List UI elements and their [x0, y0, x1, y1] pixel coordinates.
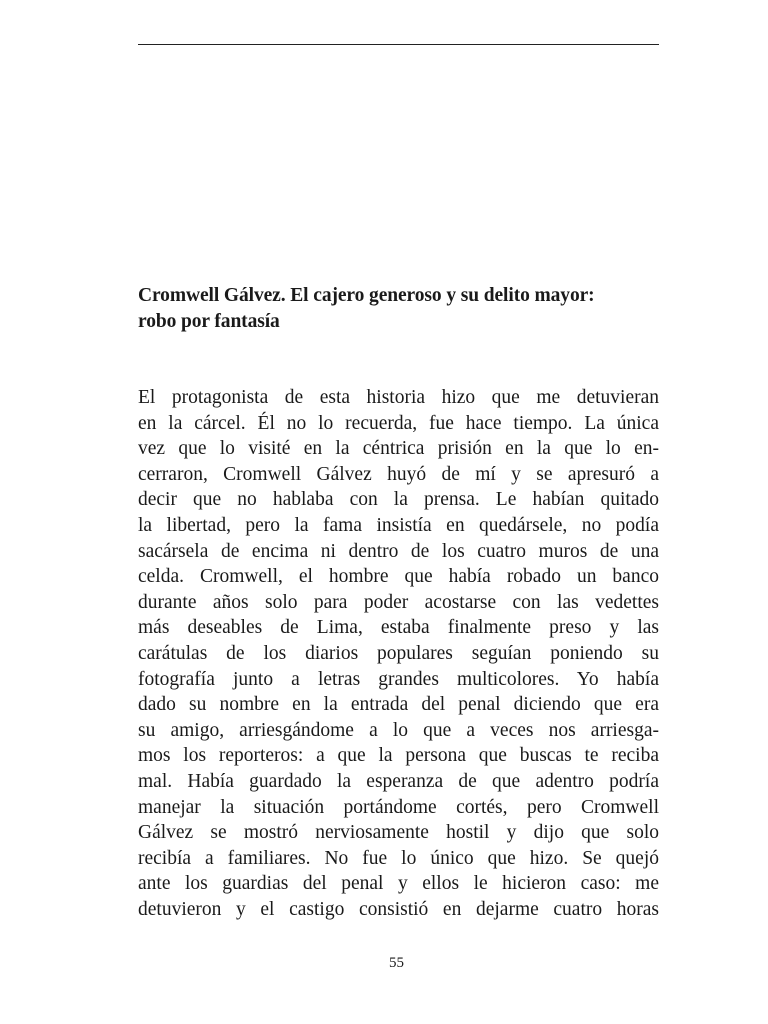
body-line: recibía a familiares. No fue lo único que hizo. Se quejó [138, 847, 659, 869]
body-line: mal. Había guardado la esperanza de que adentro podría [138, 770, 659, 792]
body-line: sacársela de encima ni dentro de los cuatro muros de una [138, 540, 659, 562]
body-line: manejar la situación portándome cortés, pero Cromwell [138, 796, 659, 818]
body-line: ante los guardias del penal y ellos le hicieron caso: me [138, 873, 659, 895]
body-line: la libertad, pero la fama insistía en quedársele, no podía [138, 514, 659, 536]
body-line: vez que lo visité en la céntrica prisión en la que lo en- [138, 438, 659, 460]
chapter-title-line: robo por fantasía [138, 311, 280, 332]
body-line: mos los reporteros: a que la persona que buscas te reciba [138, 745, 659, 767]
body-line: en la cárcel. Él no lo recuerda, fue hace tiempo. La única [138, 412, 659, 434]
body-line: dado su nombre en la entrada del penal diciendo que era [138, 694, 659, 716]
body-line: cerraron, Cromwell Gálvez huyó de mí y se apresuró a [138, 463, 659, 485]
body-line: El protagonista de esta historia hizo que me detuvieran [138, 387, 659, 408]
page-number: 55 [389, 955, 404, 971]
body-line: fotografía junto a letras grandes multicolores. Yo había [138, 668, 659, 690]
body-line: detuvieron y el castigo consistió en dejarme cuatro horas [138, 898, 659, 920]
body-line: decir que no hablaba con la prensa. Le habían quitado [138, 489, 659, 511]
body-line: carátulas de los diarios populares seguían poniendo su [138, 642, 659, 664]
chapter-title [138, 283, 668, 335]
body-line: celda. Cromwell, el hombre que había robado un banco [138, 566, 659, 588]
body-line: Gálvez se mostró nerviosamente hostil y dijo que solo [138, 822, 659, 844]
body-line: durante años solo para poder acostarse con las vedettes [138, 591, 659, 613]
body-paragraph [138, 385, 659, 922]
chapter-title-line: Cromwell Gálvez. El cajero generoso y su delito mayor: [138, 285, 595, 306]
header-rule [138, 44, 659, 45]
body-line: más deseables de Lima, estaba finalmente preso y las [138, 617, 659, 639]
body-line: su amigo, arriesgándome a lo que a veces nos arriesga- [138, 719, 659, 741]
